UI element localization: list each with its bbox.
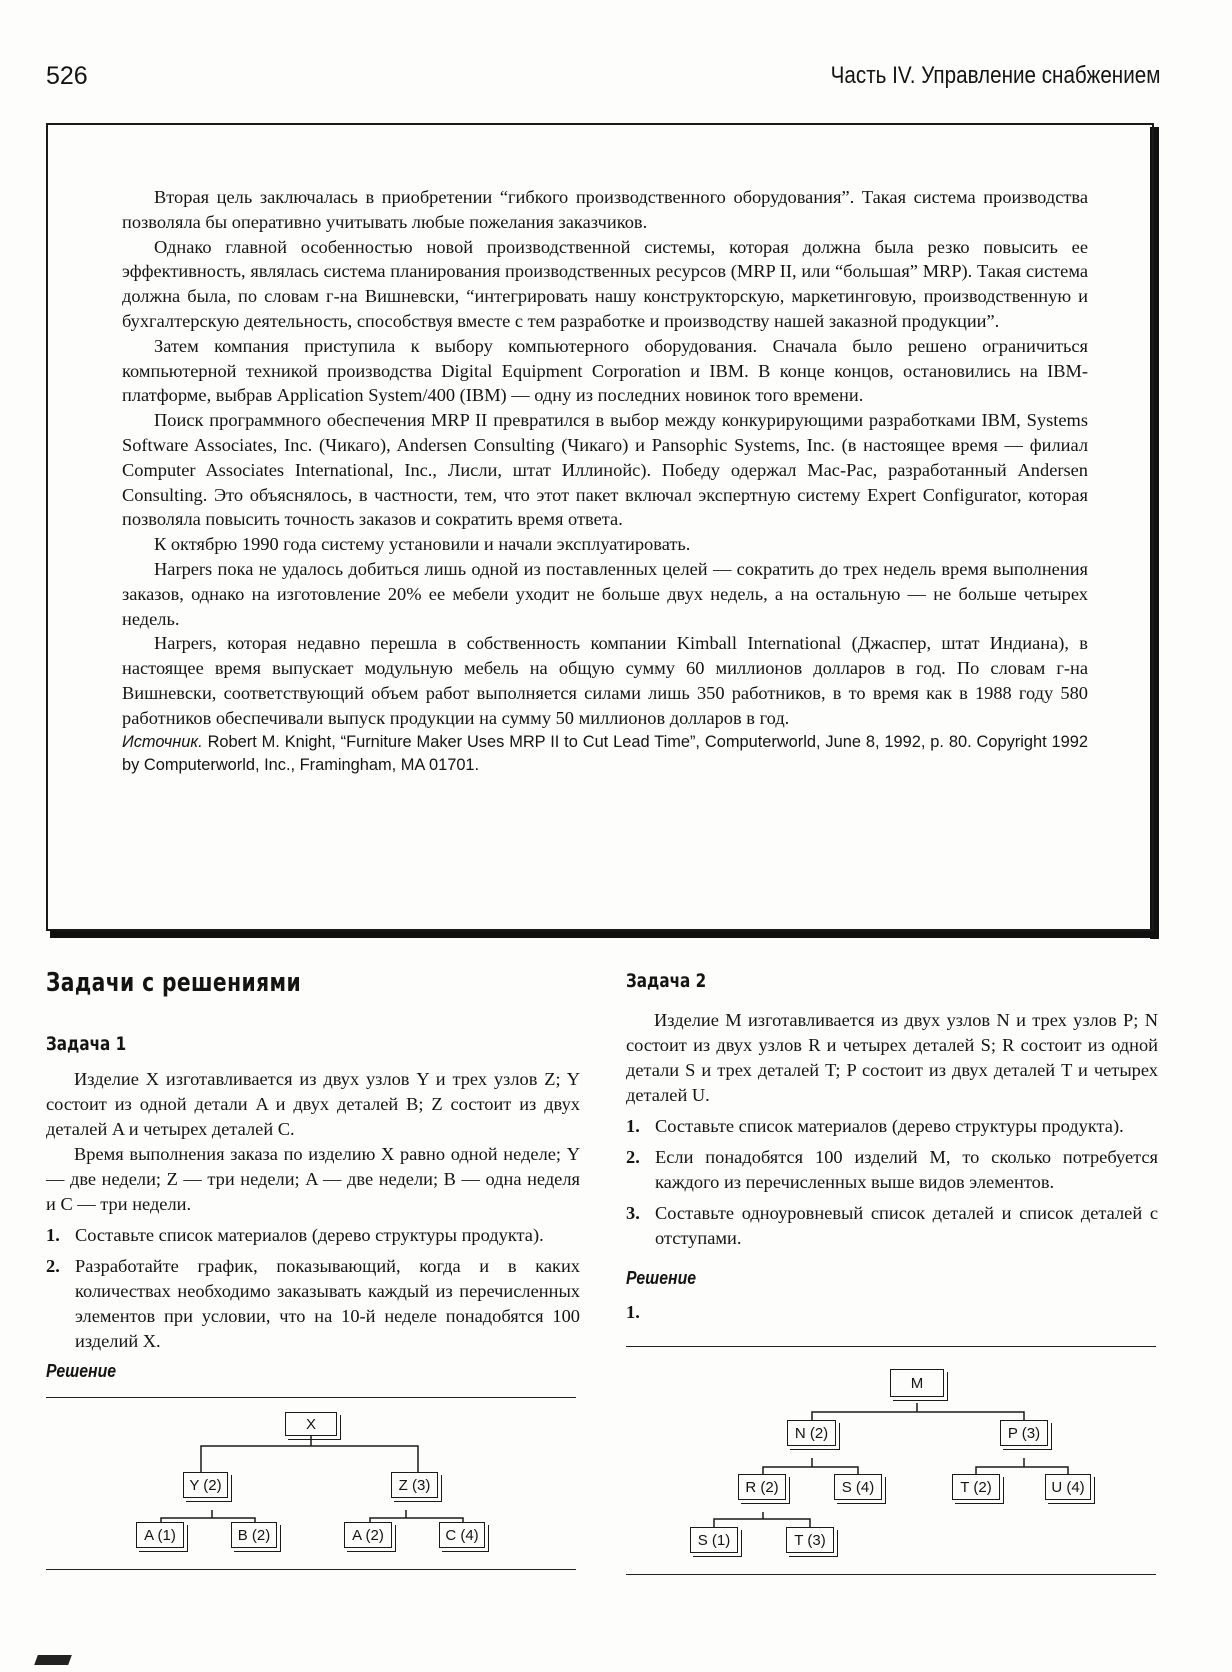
task2-solution-item: 1.	[626, 1302, 640, 1322]
section-title: Задачи с решениями	[46, 968, 302, 998]
task2-solution-label: Решение	[626, 1268, 697, 1288]
tree-node-n: N (2)	[787, 1420, 836, 1446]
case-paragraph: Однако главной особенностью новой производственной системы, которая должна была резко повысить ее эффективность, являлась система планирования производственных ресурсов (MRP II, или “большая” MRP). Такая система должна была, по словам г-на Вишневски, “интегрировать нашу конструкторскую, маркетинговую, производственную и бухгалтерскую деятельность, способствуя вместе с тем разработке и производству нашей заказной продукции”.	[122, 236, 1088, 331]
task2-item	[626, 1145, 1158, 1195]
tree-node-t2: T (2)	[952, 1474, 1000, 1500]
tree-node-a2: A (2)	[344, 1522, 392, 1548]
task2-rule-top	[626, 1346, 1156, 1347]
task1-paragraph: Время выполнения заказа по изделию X равно одной неделе; Y — две недели; Z — три недели; A — две недели; B — одна неделя и C — три недели.	[46, 1144, 580, 1214]
case-paragraph: Вторая цель заключалась в приобретении “гибкого производственного оборудования”. Такая система производства позволяла бы оперативно учитывать любые пожелания заказчиков.	[122, 187, 1088, 232]
source-text: Robert M. Knight, “Furniture Maker Uses MRP II to Cut Lead Time”, Computerworld, June 8, 1992, p. 80. Copyright 1992 by Computerworld, Inc., Framingham, MA 01701.	[122, 732, 1088, 774]
case-paragraph: Поиск программного обеспечения MRP II превратился в выбор между конкурирующими разработками IBM, Systems Software Associates, Inc. (Чикаго), Andersen Consulting (Чикаго) и Pansophic Systems, Inc. (в настоящее время — филиал Computer Associates International, Inc., Лисли, штат Иллинойс). Победу одержал Mac-Pac, разработанный Andersen Consulting. Это объяснялось, в частности, тем, что этот пакет включал экспертную систему Expert Configurator, которая позволяла повысить точность заказов и сократить время ответа.	[122, 410, 1088, 530]
tree-node-z: Z (3)	[391, 1472, 438, 1498]
task1-solution-label: Решение	[46, 1361, 117, 1381]
tree-node-m: M	[890, 1369, 944, 1397]
task2-rule-bottom	[626, 1574, 1156, 1575]
task2-paragraph: Изделие M изготавливается из двух узлов N и трех узлов P; N состоит из двух узлов R и четырех деталей S; R состоит из одной детали S и трех деталей T; P состоит из двух деталей T и четырех деталей U.	[626, 1010, 1158, 1105]
item-number: 1.	[46, 1225, 60, 1245]
item-text: Составьте одноуровневый список деталей и список деталей с отступами.	[655, 1203, 1158, 1248]
running-head: Часть IV. Управление снабжением	[830, 62, 1160, 89]
task2-title: Задача 2	[626, 970, 707, 992]
tree-node-x: X	[285, 1412, 337, 1436]
tree-node-y: Y (2)	[183, 1472, 228, 1498]
item-text: Разработайте график, показывающий, когда и в каких количествах необходимо заказывать каждый из перечисленных элементов при условии, что на 10-й неделе понадобятся 100 изделий X.	[75, 1256, 580, 1351]
task1-title: Задача 1	[46, 1033, 127, 1055]
tree-node-p: P (3)	[1000, 1420, 1048, 1446]
case-paragraph: К октябрю 1990 года систему установили и начали эксплуатировать.	[154, 534, 691, 555]
case-paragraph: Затем компания приступила к выбору компьютерного оборудования. Сначала было решено ограничиться компьютерной техникой производства Digital Equipment Corporation и IBM. В конце концов, остановились на IBM-платформе, выбрав Application System/400 (IBM) — одну из последних новинок того времени.	[122, 335, 1088, 406]
task2-item	[626, 1201, 1158, 1251]
page-edge-mark	[34, 1655, 72, 1665]
tree-node-s1: S (1)	[690, 1527, 738, 1553]
item-text: Составьте список материалов (дерево структуры продукта).	[75, 1225, 544, 1245]
tree-node-s4: S (4)	[834, 1474, 882, 1500]
item-number: 1.	[626, 1116, 640, 1136]
case-paragraph: Harpers, которая недавно перешла в собственность компании Kimball International (Джаспер, штат Индиана), в настоящее время выпускает модульную мебель на общую сумму 60 миллионов долларов в год. По словам г-на Вишневски, соответствующий объем работ выполняется силами лишь 350 работников, в то время как в 1988 году 580 работников обеспечивали выпуск продукции на сумму 50 миллионов долларов в год.	[122, 633, 1088, 728]
task2-body	[626, 1008, 1158, 1251]
item-number: 2.	[626, 1147, 640, 1167]
tree-node-r: R (2)	[738, 1474, 786, 1500]
tree-node-c4: C (4)	[439, 1522, 485, 1548]
page-number: 526	[46, 62, 88, 90]
tree-node-t3: T (3)	[786, 1527, 834, 1553]
task2-item	[626, 1114, 1158, 1139]
case-paragraph: Harpers пока не удалось добиться лишь одной из поставленных целей — сократить до трех недель время выполнения заказов, однако на изготовление 20% ее мебели уходит не больше двух недель, а на остальную — не больше четырех недель.	[122, 558, 1088, 629]
tree-node-u4: U (4)	[1045, 1474, 1091, 1500]
tree-node-b2: B (2)	[231, 1522, 277, 1548]
tree-node-a1: A (1)	[136, 1522, 184, 1548]
task1-paragraph: Изделие X изготавливается из двух узлов Y и трех узлов Z; Y состоит из одной детали A и двух деталей B; Z состоит из двух деталей A и четырех деталей C.	[46, 1069, 580, 1139]
item-number: 3.	[626, 1203, 640, 1223]
item-number: 2.	[46, 1256, 60, 1276]
item-text: Если понадобятся 100 изделий M, то сколько потребуется каждого из перечисленных выше видов элементов.	[655, 1147, 1158, 1192]
task1-rule-bottom	[46, 1569, 576, 1570]
item-text: Составьте список материалов (дерево структуры продукта).	[655, 1116, 1124, 1136]
source-label: Источник.	[122, 732, 203, 751]
